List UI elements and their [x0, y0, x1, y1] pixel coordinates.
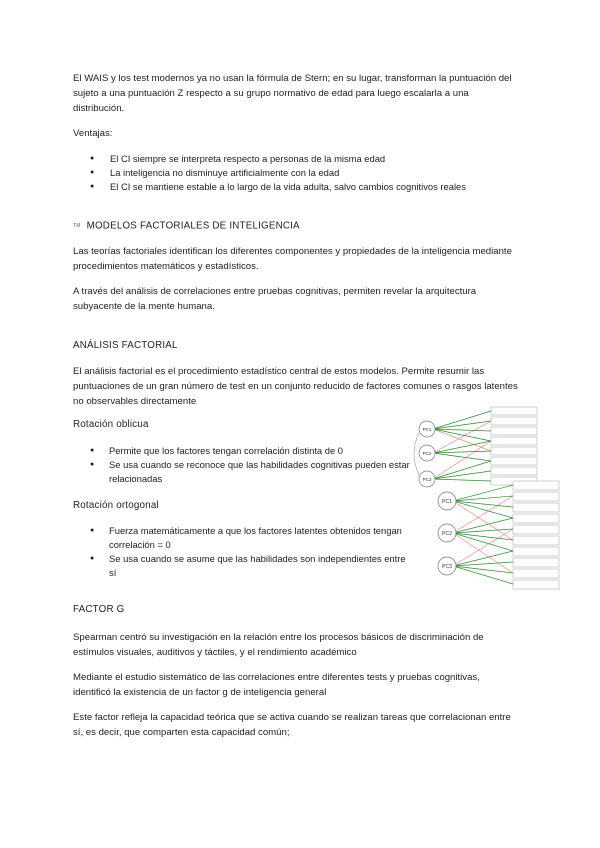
test-box — [491, 467, 537, 475]
modelos-paragraph-1: Las teorías factoriales identifican los diferentes componentes y propiedades de la inteligencia mediante procedimientos matemáticos y estadísticos. — [73, 246, 512, 272]
oblicua-list — [90, 444, 410, 486]
test-box — [491, 427, 537, 435]
intro-paragraph: El WAIS y los test modernos ya no usan la fórmula de Stern; en su lugar, transforman la puntuación del sujeto a una puntuación Z respecto a su grupo normativo de edad para luego escalarla a una distribución. — [73, 73, 512, 114]
factor-label: PC3 — [422, 477, 432, 482]
list-item: ● Fuerza matemáticamente a que los factores latentes obtenidos tengan correlación = 0 — [90, 524, 410, 552]
modelos-paragraph-2: A través del análisis de correlaciones entre pruebas cognitivas, permiten revelar la arquitectura subyacente de la mente humana. — [73, 286, 477, 312]
heading-analisis: ANÁLISIS FACTORIAL — [73, 340, 178, 351]
list-item: ● Se usa cuando se reconoce que las habilidades cognitivas pueden estar relacionadas — [90, 458, 410, 486]
factor-label: PC1 — [442, 499, 452, 505]
factor-g-paragraph-3: Este factor refleja la capacidad teórica que se activa cuando se realizan tareas que correlacionan entre sí, es decir, que comparten esta capacidad común; — [73, 712, 511, 738]
oblicua-title: Rotación oblicua — [73, 419, 149, 430]
test-box — [513, 547, 559, 556]
factor-g-paragraph-2: Mediante el estudio sistemático de las correlaciones entre diferentes tests y pruebas cognitivas, identificó la existencia de un factor g de inteligencia general — [73, 672, 480, 698]
test-box — [513, 558, 559, 567]
heading-factor-g: FACTOR G — [73, 604, 125, 615]
test-box — [513, 503, 559, 512]
oblique-diagram — [414, 407, 537, 487]
factor-label: PC2 — [442, 531, 452, 537]
analisis-paragraph: El análisis factorial es el procedimiento estadístico central de estos modelos. Permite resumir las puntuaciones de un gran número de test en un conjunto reducido de factores comunes o rasgos latentes no observables directamente — [73, 366, 518, 407]
test-box — [491, 417, 537, 425]
heading-mark-icon: TM — [73, 223, 81, 229]
ventajas-title: Ventajas: — [73, 128, 113, 139]
factor-label: PC1 — [422, 427, 432, 432]
test-box — [491, 407, 537, 415]
heading-modelos — [73, 219, 300, 234]
factor-g-paragraph-1: Spearman centró su investigación en la relación entre los procesos básicos de discriminación de estímulos visuales, auditivos y táctiles, y el rendimiento académico — [73, 632, 484, 658]
orthogonal-diagram — [438, 481, 559, 589]
ortogonal-list — [90, 524, 410, 580]
test-box — [513, 536, 559, 545]
list-item: ● Permite que los factores tengan correlación distinta de 0 — [90, 444, 410, 458]
test-box — [513, 481, 559, 490]
test-box — [491, 437, 537, 445]
test-box — [491, 447, 537, 455]
test-box — [513, 514, 559, 523]
factor-label: PC2 — [422, 451, 432, 456]
test-box — [513, 569, 559, 578]
test-box — [513, 525, 559, 534]
factor-label: PC3 — [442, 564, 452, 570]
list-item: ● Se usa cuando se asume que las habilidades son independientes entre sí — [90, 552, 410, 580]
test-box — [513, 492, 559, 501]
ventajas-list — [90, 152, 530, 194]
ortogonal-title: Rotación ortogonal — [73, 500, 159, 511]
test-box — [513, 580, 559, 589]
heading-text: MODELOS FACTORIALES DE INTELIGENCIA — [86, 220, 300, 232]
list-item: ● El CI se mantiene estable a lo largo de la vida adulta, salvo cambios cognitivos reales — [90, 180, 530, 194]
factor-diagram — [405, 403, 590, 593]
list-item: ● El CI siempre se interpreta respecto a personas de la misma edad — [90, 152, 530, 166]
test-box — [491, 457, 537, 465]
list-item: ● La inteligencia no disminuye artificialmente con la edad — [90, 166, 530, 180]
